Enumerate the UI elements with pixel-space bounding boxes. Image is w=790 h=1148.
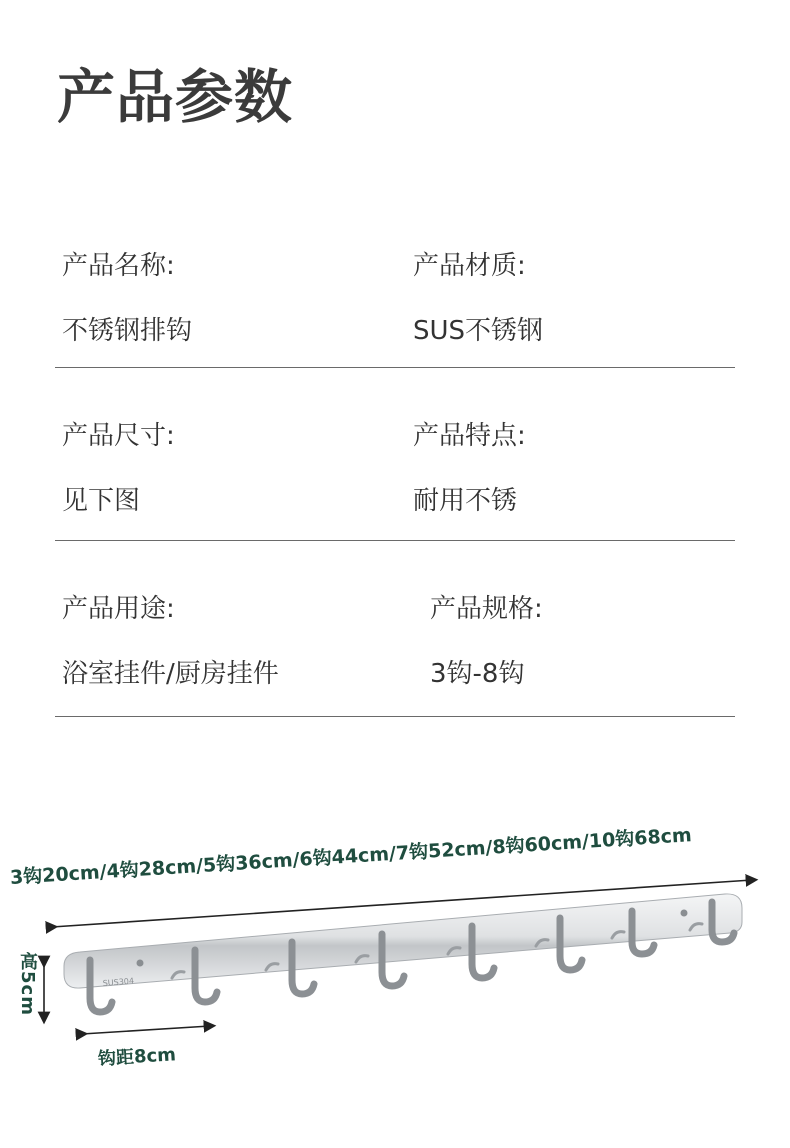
rail-engraving: SUS304 — [102, 976, 135, 988]
divider — [55, 367, 735, 368]
spacing-label: 钩距8cm — [97, 1044, 177, 1070]
spec-size — [62, 415, 175, 517]
spec-value: 见下图 — [62, 486, 141, 516]
spec-row-2 — [0, 415, 790, 555]
spec-feature — [413, 415, 526, 517]
spec-label: 产品用途: — [62, 594, 175, 624]
spec-specification — [430, 588, 543, 690]
spec-label: 产品特点: — [413, 421, 526, 451]
spec-value: 3钩-8钩 — [430, 659, 525, 689]
hook-rail-drawing — [0, 800, 790, 1148]
spec-value: 耐用不锈 — [413, 486, 518, 516]
total-length-label: 3钩20cm/4钩28cm/5钩36cm/6钩44cm/7钩52cm/8钩60cm/10钩68cm — [9, 824, 693, 889]
page-title: 产品参数 — [57, 63, 294, 131]
product-illustration — [0, 800, 790, 1148]
spec-material — [413, 245, 543, 347]
spec-value: 不锈钢排钩 — [62, 316, 193, 346]
spec-value: 浴室挂件/厨房挂件 — [62, 659, 279, 689]
divider — [55, 716, 735, 717]
spec-label: 产品名称: — [62, 251, 175, 281]
spec-label: 产品尺寸: — [62, 421, 175, 451]
spec-label: 产品材质: — [413, 251, 526, 281]
spec-product-name — [62, 245, 192, 347]
screw-hole — [681, 910, 688, 917]
spec-row-3 — [0, 588, 790, 728]
spec-usage — [62, 588, 279, 690]
spacing-arrow — [82, 1026, 210, 1034]
spec-value: SUS不锈钢 — [413, 316, 544, 346]
spec-label: 产品规格: — [430, 594, 543, 624]
height-label: 高5cm — [17, 952, 38, 1016]
spec-row-1 — [0, 245, 790, 385]
divider — [55, 540, 735, 541]
screw-hole — [137, 960, 144, 967]
